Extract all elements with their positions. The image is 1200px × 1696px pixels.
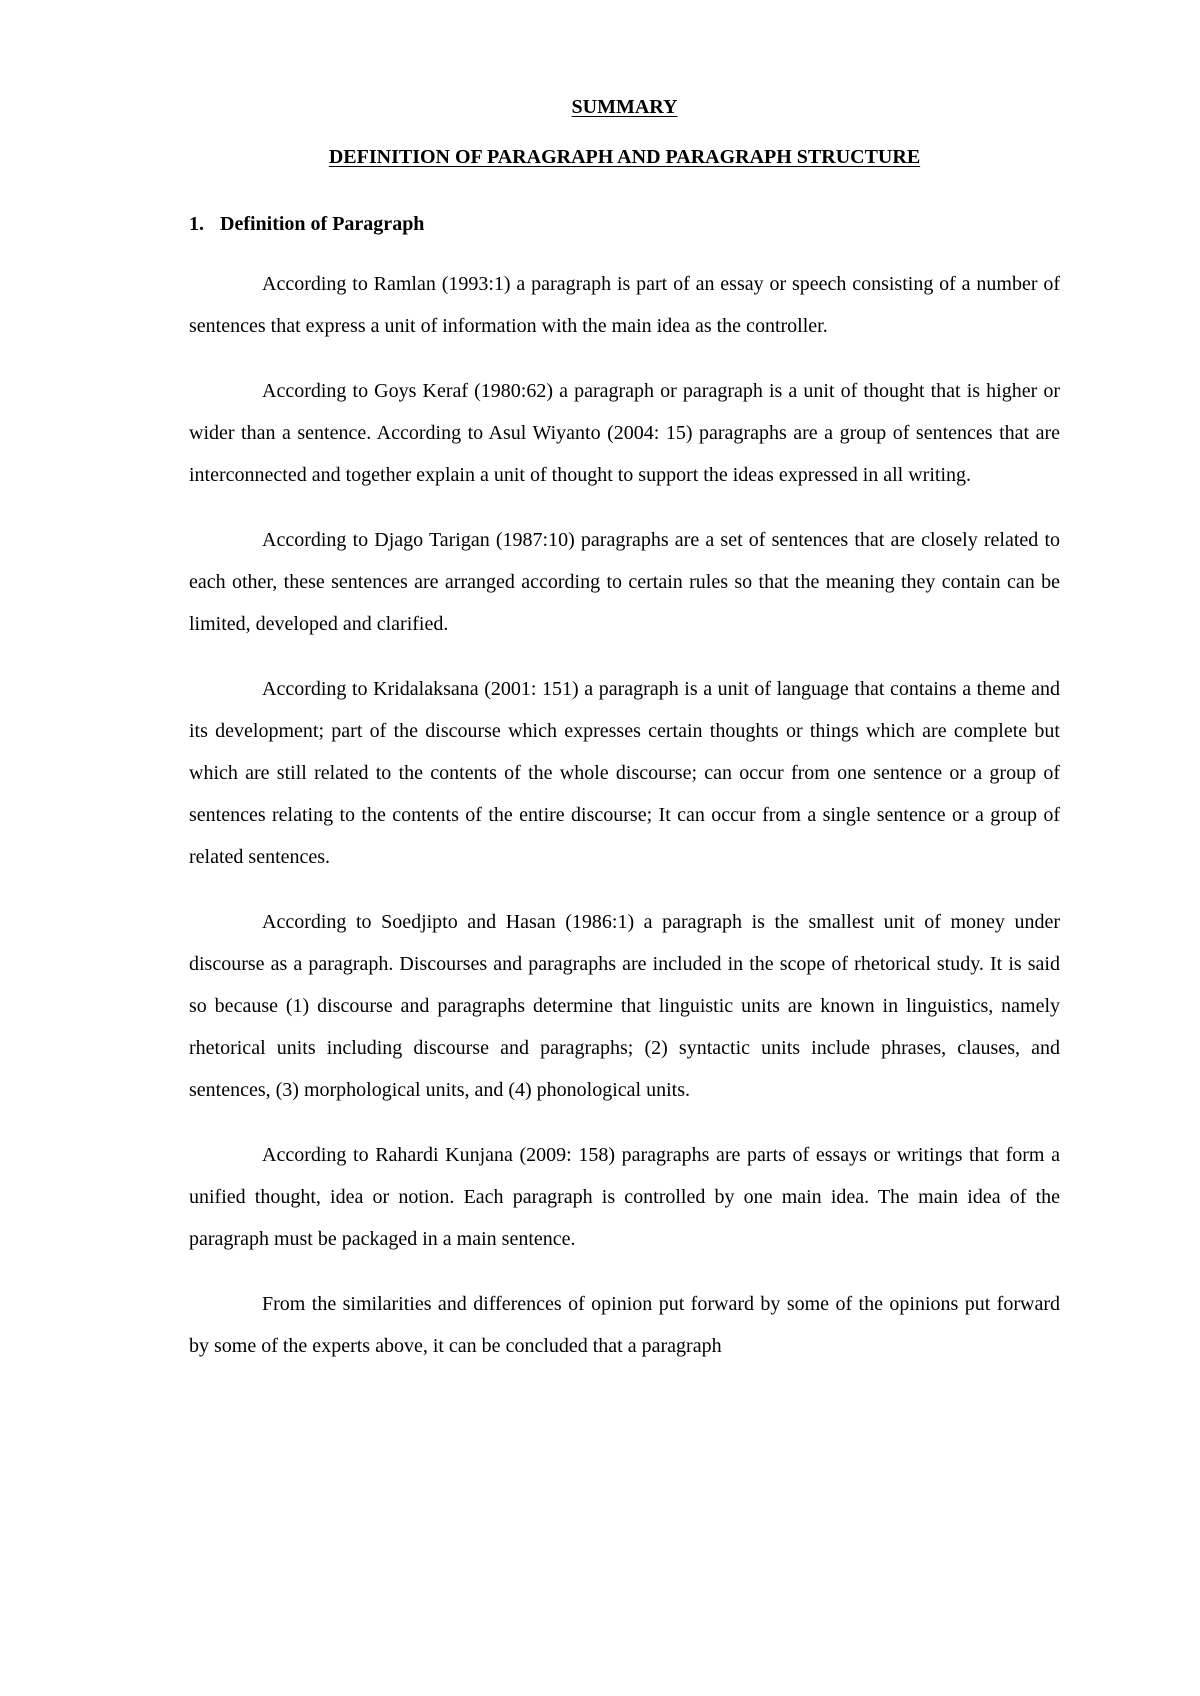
section-number: 1. xyxy=(189,213,204,235)
paragraph-tarigan: According to Djago Tarigan (1987:10) paragraphs are a set of sentences that are closely related to each other, these sentences are arranged according to certain rules so that the meaning they contain can be limited, developed and clarified. xyxy=(189,529,1060,635)
paragraph-keraf-wiyanto: According to Goys Keraf (1980:62) a paragraph or paragraph is a unit of thought that is higher or wider than a sentence. According to Asul Wiyanto (2004: 15) paragraphs are a group of sentences that are interconnected and together explain a unit of thought to support the ideas expressed in all writing. xyxy=(189,380,1060,486)
paragraph-conclusion: From the similarities and differences of opinion put forward by some of the opinions put forward by some of the experts above, it can be concluded that a paragraph xyxy=(189,1293,1060,1357)
document-title: SUMMARY xyxy=(571,96,678,118)
paragraph-kunjana: According to Rahardi Kunjana (2009: 158) paragraphs are parts of essays or writings that form a unified thought, idea or notion. Each paragraph is controlled by one main idea. The main idea of the paragraph must be packaged in a main sentence. xyxy=(189,1144,1060,1250)
section-heading-text: Definition of Paragraph xyxy=(220,213,425,235)
document-subtitle: DEFINITION OF PARAGRAPH AND PARAGRAPH STRUCTURE xyxy=(328,146,921,168)
paragraph-soedjipto-hasan: According to Soedjipto and Hasan (1986:1) a paragraph is the smallest unit of money under discourse as a paragraph. Discourses and paragraphs are included in the scope of rhetorical study. It is said so because (1) discourse and paragraphs determine that linguistic units are known in linguistics, namely rhetorical units including discourse and paragraphs; (2) syntactic units include phrases, clauses, and sentences, (3) morphological units, and (4) phonological units. xyxy=(189,911,1060,1101)
document-body xyxy=(189,94,1060,1390)
paragraph-kridalaksana: According to Kridalaksana (2001: 151) a paragraph is a unit of language that contains a theme and its development; part of the discourse which expresses certain thoughts or things which are complete but which are still related to the contents of the whole discourse; can occur from one sentence or a group of sentences relating to the contents of the entire discourse; It can occur from a single sentence or a group of related sentences. xyxy=(189,678,1060,868)
section-heading xyxy=(189,211,1060,237)
paragraph-ramlan: According to Ramlan (1993:1) a paragraph is part of an essay or speech consisting of a number of sentences that express a unit of information with the main idea as the controller. xyxy=(189,273,1060,337)
